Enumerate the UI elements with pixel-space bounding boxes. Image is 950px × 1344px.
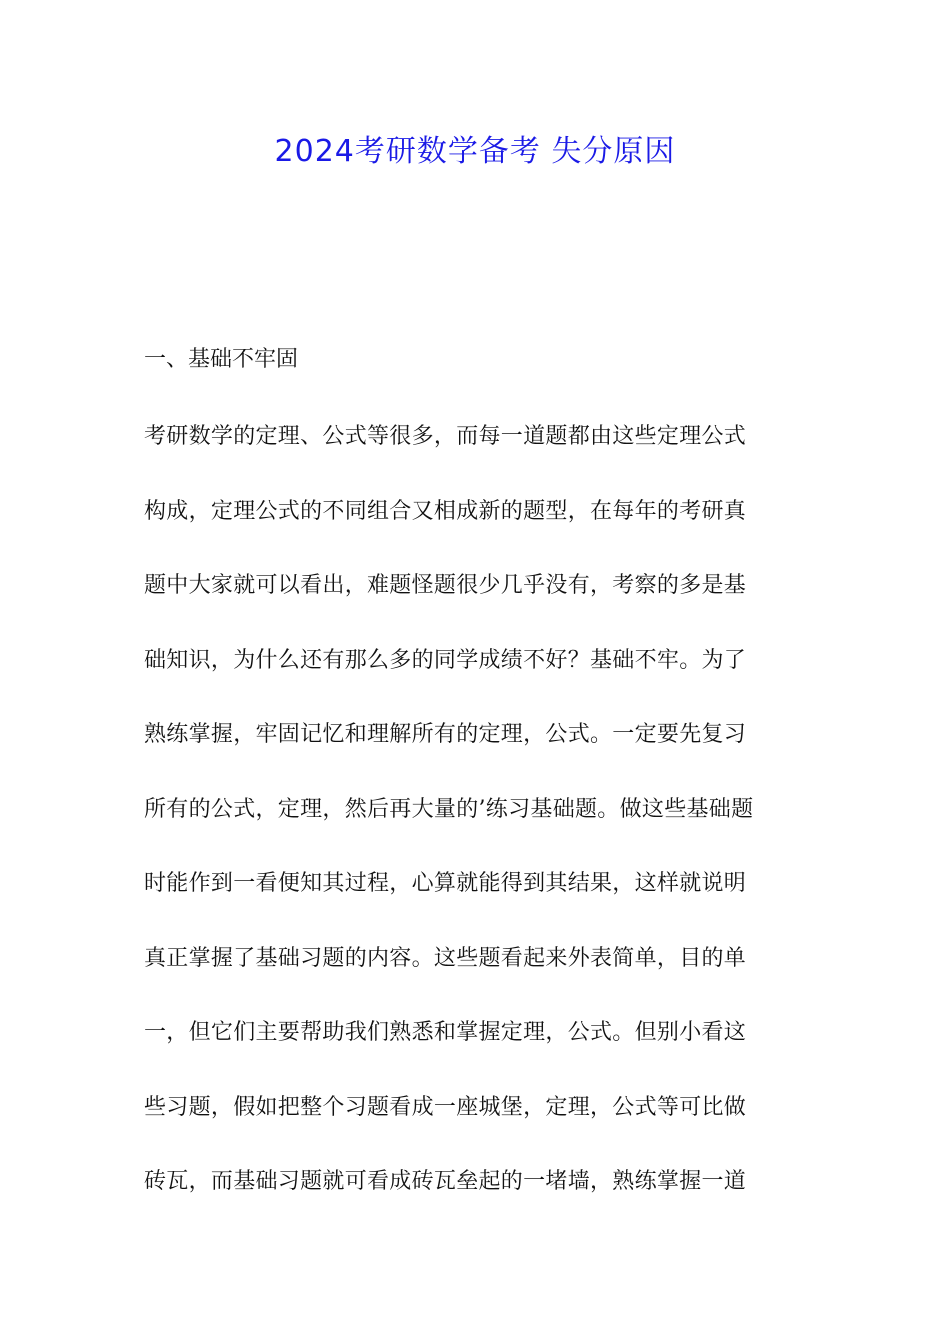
paragraph-line: 题中大家就可以看出，难题怪题很少几乎没有，考察的多是基 [144, 573, 747, 598]
paragraph-line: 构成，定理公式的不同组合又相成新的题型，在每年的考研真 [144, 498, 747, 524]
paragraph-line: 一，但它们主要帮助我们熟悉和掌握定理，公式。但别小看这 [144, 1020, 747, 1045]
paragraph-line: 所有的公式，定理，然后再大量的’练习基础题。做这些基础题 [144, 796, 754, 822]
section-heading: 一、基础不牢固 [144, 347, 299, 372]
paragraph-line: 些习题，假如把整个习题看成一座城堡，定理，公式等可比做 [144, 1094, 747, 1120]
body-paragraph [144, 414, 824, 1234]
paragraph-line: 砖瓦，而基础习题就可看成砖瓦垒起的一堵墙，熟练掌握一道 [144, 1169, 747, 1194]
paragraph-line: 考研数学的定理、公式等很多，而每一道题都由这些定理公式 [144, 424, 747, 449]
paragraph-line: 熟练掌握，牢固记忆和理解所有的定理，公式。一定要先复习 [144, 722, 747, 747]
paragraph-line: 真正掌握了基础习题的内容。这些题看起来外表简单，目的单 [144, 945, 747, 971]
paragraph-line: 础知识，为什么还有那么多的同学成绩不好？基础不牢。为了 [144, 647, 747, 673]
paragraph-line: 时能作到一看便知其过程，心算就能得到其结果，这样就说明 [144, 871, 747, 896]
document-title: 2024考研数学备考 失分原因 [274, 134, 676, 169]
